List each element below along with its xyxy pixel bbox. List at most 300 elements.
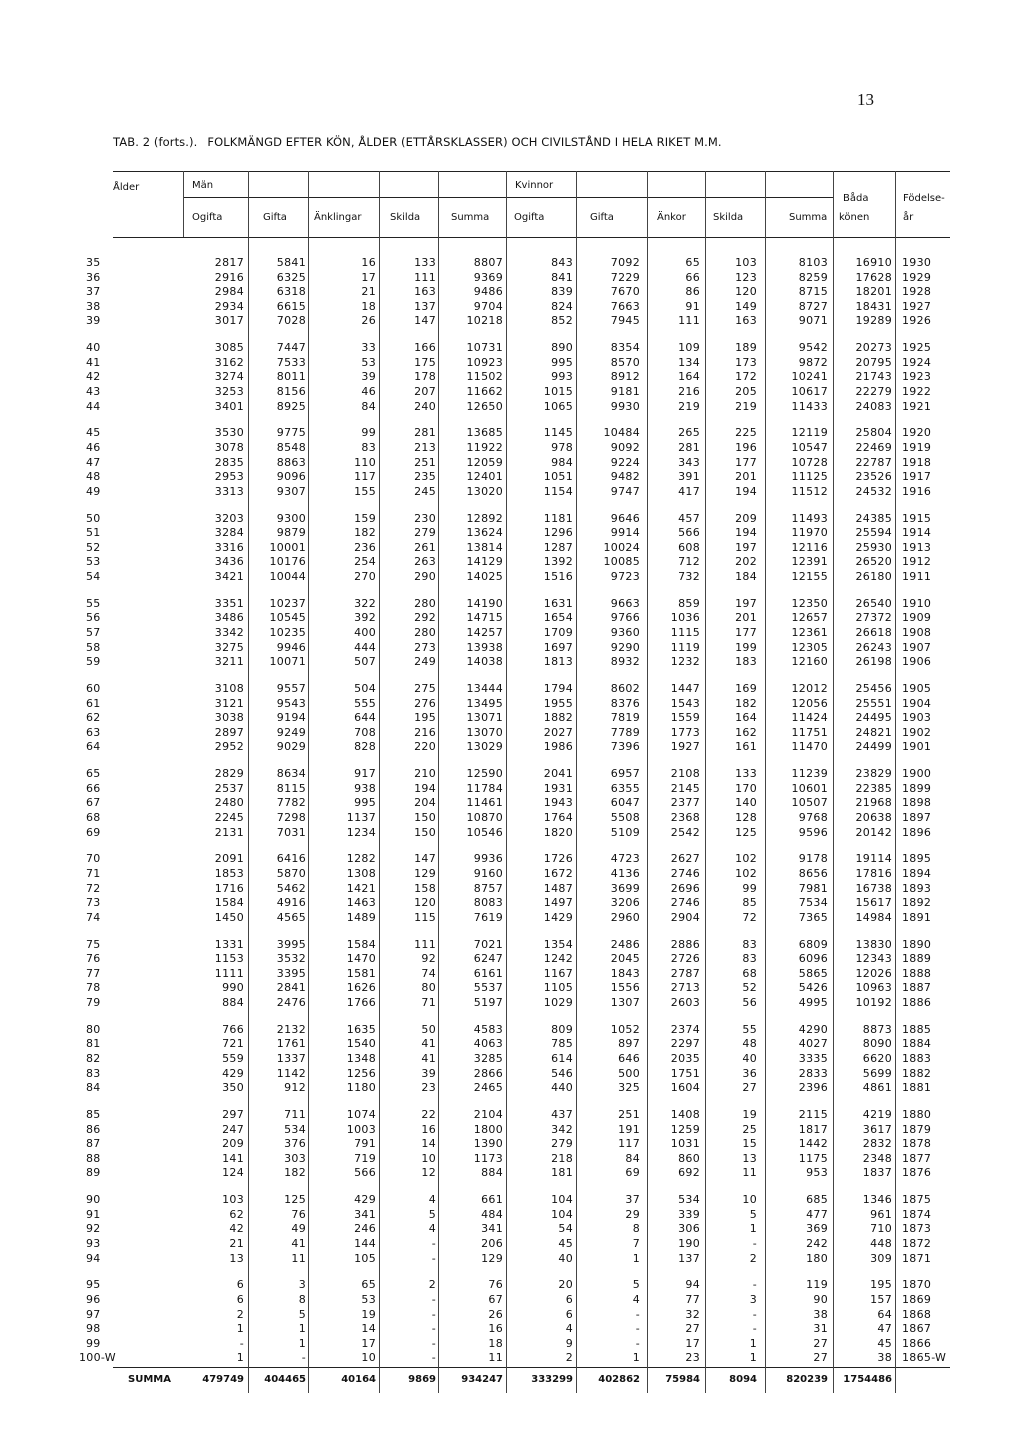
table-cell: 13830 bbox=[855, 937, 892, 951]
table-cell: 400 bbox=[354, 626, 376, 639]
birth-year-cell: 1911 bbox=[902, 570, 932, 583]
age-cell: 90 bbox=[86, 1193, 101, 1207]
table-cell: 3401 bbox=[214, 399, 244, 413]
table-cell: 322 bbox=[354, 596, 376, 610]
table-cell: 1672 bbox=[543, 867, 573, 880]
table-cell: 11751 bbox=[791, 725, 828, 739]
table-cell: 13624 bbox=[466, 526, 503, 540]
table-cell: 80 bbox=[421, 981, 436, 995]
table-cell: 1031 bbox=[670, 1137, 700, 1151]
table-cell: 27 bbox=[685, 1322, 700, 1336]
table-cell: 4027 bbox=[798, 1037, 828, 1051]
table-cell: 1581 bbox=[346, 966, 376, 980]
table-cell: 608 bbox=[678, 540, 700, 554]
age-cell: 38 bbox=[86, 299, 101, 313]
table-cell: 6 bbox=[236, 1278, 244, 1292]
table-cell: 4583 bbox=[473, 1022, 503, 1036]
table-cell: 240 bbox=[414, 399, 436, 413]
table-cell: 5508 bbox=[610, 811, 640, 824]
table-cell: 6615 bbox=[276, 299, 306, 313]
table-cell: 938 bbox=[354, 781, 376, 795]
table-cell: 6 bbox=[565, 1293, 573, 1306]
table-cell: 12026 bbox=[855, 966, 892, 980]
table-cell: 1843 bbox=[610, 966, 640, 980]
table-cell: 1392 bbox=[543, 555, 573, 569]
table-cell: 21743 bbox=[855, 370, 892, 384]
table-cell: 13071 bbox=[466, 711, 503, 725]
table-cell: 500 bbox=[618, 1066, 640, 1080]
table-cell: 7298 bbox=[276, 811, 306, 824]
table-cell: 2897 bbox=[214, 725, 244, 739]
table-cell: 9307 bbox=[276, 484, 306, 498]
birth-year-cell: 1891 bbox=[902, 910, 932, 924]
birth-year-cell: 1910 bbox=[902, 596, 932, 610]
age-cell: 68 bbox=[86, 811, 101, 824]
table-cell: 10085 bbox=[603, 555, 640, 569]
table-cell: 11424 bbox=[791, 711, 828, 725]
table-cell: 8570 bbox=[610, 355, 640, 369]
table-cell: 22469 bbox=[855, 441, 892, 454]
table-cell: 809 bbox=[551, 1022, 573, 1036]
table-cell: 843 bbox=[551, 256, 573, 269]
table-cell: 507 bbox=[354, 655, 376, 669]
birth-year-cell: 1907 bbox=[902, 640, 932, 654]
table-cell: 3421 bbox=[214, 570, 244, 583]
table-cell: 1442 bbox=[798, 1137, 828, 1151]
table-cell: 9646 bbox=[610, 511, 640, 525]
table-cell: 791 bbox=[354, 1137, 376, 1151]
table-cell: 8757 bbox=[473, 881, 503, 895]
table-cell: 2104 bbox=[473, 1108, 503, 1121]
table-cell: 1175 bbox=[798, 1151, 828, 1165]
table-cell: 429 bbox=[222, 1066, 244, 1080]
table-cell: 437 bbox=[551, 1108, 573, 1121]
table-cell: 4995 bbox=[798, 996, 828, 1009]
table-cell: 25930 bbox=[855, 540, 892, 554]
table-cell: 3351 bbox=[214, 596, 244, 610]
table-cell: 12401 bbox=[466, 470, 503, 484]
table-cell: 2904 bbox=[670, 910, 700, 924]
table-cell: 6416 bbox=[276, 852, 306, 866]
table-cell: 10484 bbox=[603, 426, 640, 440]
table-cell: 1837 bbox=[862, 1166, 892, 1180]
table-cell: 2 bbox=[428, 1278, 436, 1292]
table-cell: 41 bbox=[421, 1037, 436, 1051]
age-cell: 66 bbox=[86, 781, 101, 795]
table-cell: 109 bbox=[678, 341, 700, 355]
table-cell: 197 bbox=[735, 596, 757, 610]
table-cell: 1820 bbox=[543, 825, 573, 839]
table-cell: 99 bbox=[361, 426, 376, 440]
table-cell: 3 bbox=[298, 1278, 306, 1292]
table-cell: 1051 bbox=[543, 470, 573, 484]
table-cell: 2817 bbox=[214, 256, 244, 269]
age-header: Ålder bbox=[113, 182, 140, 193]
age-cell: 70 bbox=[86, 852, 101, 866]
table-cell: 1447 bbox=[670, 682, 700, 695]
table-cell: 711 bbox=[284, 1108, 306, 1121]
table-cell: 12590 bbox=[466, 767, 503, 781]
table-cell: 13495 bbox=[466, 696, 503, 710]
table-cell: 290 bbox=[414, 570, 436, 583]
table-cell: 20273 bbox=[855, 341, 892, 355]
summa-cell: 1754486 bbox=[843, 1374, 892, 1385]
table-cell: 1986 bbox=[543, 740, 573, 754]
table-cell: 13020 bbox=[466, 484, 503, 498]
table-cell: 7619 bbox=[473, 910, 503, 924]
table-cell: 325 bbox=[618, 1081, 640, 1095]
table-cell: 83 bbox=[742, 952, 757, 966]
table-cell: 646 bbox=[618, 1052, 640, 1065]
table-cell: - bbox=[431, 1293, 436, 1306]
age-cell: 58 bbox=[86, 640, 101, 654]
table-cell: 83 bbox=[361, 441, 376, 454]
table-cell: 2245 bbox=[214, 811, 244, 824]
table-cell: 10507 bbox=[791, 796, 828, 810]
table-cell: 10235 bbox=[269, 626, 306, 639]
table-cell: 67 bbox=[488, 1293, 503, 1306]
table-cell: 1232 bbox=[670, 655, 700, 669]
age-cell: 72 bbox=[86, 881, 101, 895]
table-cell: 11512 bbox=[791, 484, 828, 498]
table-cell: 12059 bbox=[466, 455, 503, 469]
table-cell: 1584 bbox=[214, 896, 244, 910]
age-cell: 64 bbox=[86, 740, 101, 754]
table-cell: 21 bbox=[361, 285, 376, 299]
table-cell: 218 bbox=[551, 1151, 573, 1165]
table-cell: 429 bbox=[354, 1193, 376, 1207]
age-cell: 100-W bbox=[79, 1351, 116, 1365]
table-cell: 27 bbox=[813, 1351, 828, 1365]
table-cell: 11 bbox=[488, 1351, 503, 1365]
table-cell: 1296 bbox=[543, 526, 573, 540]
table-cell: 181 bbox=[551, 1166, 573, 1180]
age-cell: 69 bbox=[86, 825, 101, 839]
table-cell: 342 bbox=[551, 1122, 573, 1136]
table-cell: - bbox=[635, 1307, 640, 1321]
man-col-header: Gifta bbox=[263, 212, 287, 223]
table-cell: 6355 bbox=[610, 781, 640, 795]
table-cell: 19 bbox=[361, 1307, 376, 1321]
birth-year-cell: 1875 bbox=[902, 1193, 932, 1207]
table-cell: 644 bbox=[354, 711, 376, 725]
age-cell: 97 bbox=[86, 1307, 101, 1321]
birth-year-cell: 1869 bbox=[902, 1293, 932, 1306]
table-cell: 41 bbox=[421, 1052, 436, 1065]
table-cell: 12305 bbox=[791, 640, 828, 654]
table-cell: 990 bbox=[222, 981, 244, 995]
table-cell: 5197 bbox=[473, 996, 503, 1009]
birth-year-cell: 1928 bbox=[902, 285, 932, 299]
table-cell: 53 bbox=[361, 1293, 376, 1306]
age-cell: 78 bbox=[86, 981, 101, 995]
table-cell: 104 bbox=[551, 1207, 573, 1221]
table-cell: 1153 bbox=[214, 952, 244, 966]
table-cell: 3342 bbox=[214, 626, 244, 639]
table-cell: 2696 bbox=[670, 881, 700, 895]
table-cell: 9543 bbox=[276, 696, 306, 710]
table-cell: 103 bbox=[222, 1193, 244, 1207]
table-cell: 841 bbox=[551, 270, 573, 284]
table-cell: 11470 bbox=[791, 740, 828, 754]
table-cell: 99 bbox=[742, 881, 757, 895]
table-cell: 201 bbox=[735, 470, 757, 484]
table-cell: 995 bbox=[354, 796, 376, 810]
table-cell: 13938 bbox=[466, 640, 503, 654]
table-cell: 1635 bbox=[346, 1022, 376, 1036]
table-cell: 17816 bbox=[855, 867, 892, 880]
table-cell: 199 bbox=[735, 640, 757, 654]
table-cell: 22385 bbox=[855, 781, 892, 795]
table-cell: 236 bbox=[354, 540, 376, 554]
table-cell: 263 bbox=[414, 555, 436, 569]
table-cell: 8011 bbox=[276, 370, 306, 384]
age-cell: 71 bbox=[86, 867, 101, 880]
table-cell: 195 bbox=[414, 711, 436, 725]
table-cell: 13 bbox=[742, 1151, 757, 1165]
table-cell: 281 bbox=[678, 441, 700, 454]
table-cell: 343 bbox=[678, 455, 700, 469]
table-cell: 117 bbox=[354, 470, 376, 484]
table-cell: 9557 bbox=[276, 682, 306, 695]
table-cell: 7533 bbox=[276, 355, 306, 369]
table-cell: 8090 bbox=[862, 1037, 892, 1051]
table-cell: 26618 bbox=[855, 626, 892, 639]
table-cell: 26520 bbox=[855, 555, 892, 569]
table-cell: 18 bbox=[361, 299, 376, 313]
birth-year-cell: 1884 bbox=[902, 1037, 932, 1051]
table-cell: 3699 bbox=[610, 881, 640, 895]
table-cell: 210 bbox=[414, 767, 436, 781]
table-cell: 111 bbox=[678, 314, 700, 328]
table-cell: 1463 bbox=[346, 896, 376, 910]
table-cell: 163 bbox=[735, 314, 757, 328]
table-cell: 1853 bbox=[214, 867, 244, 880]
table-cell: - bbox=[752, 1278, 757, 1292]
table-cell: 23 bbox=[685, 1351, 700, 1365]
table-cell: 245 bbox=[414, 484, 436, 498]
birth-year-cell: 1918 bbox=[902, 455, 932, 469]
table-cell: 2 bbox=[236, 1307, 244, 1321]
age-cell: 84 bbox=[86, 1081, 101, 1095]
table-cell: - bbox=[635, 1322, 640, 1336]
table-cell: 2132 bbox=[276, 1022, 306, 1036]
table-cell: 9723 bbox=[610, 570, 640, 583]
table-cell: 166 bbox=[414, 341, 436, 355]
summa-label: SUMMA bbox=[128, 1374, 171, 1385]
table-cell: 13070 bbox=[466, 725, 503, 739]
table-cell: 1145 bbox=[543, 426, 573, 440]
table-cell: 4723 bbox=[610, 852, 640, 866]
table-cell: 1181 bbox=[543, 511, 573, 525]
table-cell: 1408 bbox=[670, 1108, 700, 1121]
table-cell: 202 bbox=[735, 555, 757, 569]
table-cell: 276 bbox=[414, 696, 436, 710]
table-cell: 3275 bbox=[214, 640, 244, 654]
table-cell: 2 bbox=[565, 1351, 573, 1365]
birth-year-cell: 1893 bbox=[902, 881, 932, 895]
table-cell: 119 bbox=[806, 1278, 828, 1292]
table-cell: 1556 bbox=[610, 981, 640, 995]
age-cell: 87 bbox=[86, 1137, 101, 1151]
table-cell: 177 bbox=[735, 455, 757, 469]
table-cell: 22 bbox=[421, 1108, 436, 1121]
table-cell: 85 bbox=[742, 896, 757, 910]
table-cell: 3078 bbox=[214, 441, 244, 454]
age-cell: 80 bbox=[86, 1022, 101, 1036]
table-cell: 16 bbox=[361, 256, 376, 269]
table-cell: 140 bbox=[735, 796, 757, 810]
table-cell: 10731 bbox=[466, 341, 503, 355]
table-cell: 5 bbox=[428, 1207, 436, 1221]
table-cell: 309 bbox=[870, 1251, 892, 1265]
table-cell: 197 bbox=[735, 540, 757, 554]
table-cell: - bbox=[431, 1351, 436, 1365]
table-cell: 8932 bbox=[610, 655, 640, 669]
age-cell: 99 bbox=[86, 1336, 101, 1350]
table-cell: 8156 bbox=[276, 385, 306, 398]
table-cell: 6096 bbox=[798, 952, 828, 966]
table-cell: 83 bbox=[742, 937, 757, 951]
table-cell: 3162 bbox=[214, 355, 244, 369]
table-cell: 1256 bbox=[346, 1066, 376, 1080]
birth-year-cell: 1898 bbox=[902, 796, 932, 810]
table-cell: - bbox=[301, 1351, 306, 1365]
table-cell: 209 bbox=[222, 1137, 244, 1151]
table-cell: 183 bbox=[735, 655, 757, 669]
table-cell: 105 bbox=[354, 1251, 376, 1265]
table-cell: 7981 bbox=[798, 881, 828, 895]
birth-year-cell: 1878 bbox=[902, 1137, 932, 1151]
table-cell: 10870 bbox=[466, 811, 503, 824]
table-cell: 4 bbox=[428, 1193, 436, 1207]
table-cell: 32 bbox=[685, 1307, 700, 1321]
summa-cell: 934247 bbox=[461, 1374, 503, 1385]
table-cell: 2115 bbox=[798, 1108, 828, 1121]
birth-year-cell: 1906 bbox=[902, 655, 932, 669]
table-cell: 984 bbox=[551, 455, 573, 469]
age-cell: 95 bbox=[86, 1278, 101, 1292]
table-cell: 884 bbox=[222, 996, 244, 1009]
birth-year-cell: 1881 bbox=[902, 1081, 932, 1095]
table-cell: 8 bbox=[632, 1222, 640, 1236]
table-cell: 566 bbox=[354, 1166, 376, 1180]
table-cell: 74 bbox=[421, 966, 436, 980]
table-cell: 72 bbox=[742, 910, 757, 924]
table-cell: 1029 bbox=[543, 996, 573, 1009]
table-cell: 207 bbox=[414, 385, 436, 398]
table-cell: 732 bbox=[678, 570, 700, 583]
table-cell: 47 bbox=[877, 1322, 892, 1336]
table-cell: 6047 bbox=[610, 796, 640, 810]
table-cell: 8602 bbox=[610, 682, 640, 695]
table-cell: 213 bbox=[414, 441, 436, 454]
age-cell: 52 bbox=[86, 540, 101, 554]
table-cell: 1137 bbox=[346, 811, 376, 824]
table-cell: 8807 bbox=[473, 256, 503, 269]
table-cell: 2131 bbox=[214, 825, 244, 839]
table-cell: 20142 bbox=[855, 825, 892, 839]
table-cell: 10 bbox=[361, 1351, 376, 1365]
table-cell: 12116 bbox=[791, 540, 828, 554]
table-cell: 21968 bbox=[855, 796, 892, 810]
table-cell: 38 bbox=[813, 1307, 828, 1321]
table-cell: 2 bbox=[749, 1251, 757, 1265]
age-cell: 86 bbox=[86, 1122, 101, 1136]
table-cell: 11 bbox=[291, 1251, 306, 1265]
age-cell: 56 bbox=[86, 611, 101, 625]
table-cell: 10218 bbox=[466, 314, 503, 328]
table-cell: 11 bbox=[742, 1166, 757, 1180]
table-cell: 270 bbox=[354, 570, 376, 583]
table-cell: 158 bbox=[414, 881, 436, 895]
table-cell: 33 bbox=[361, 341, 376, 355]
summa-cell: 9869 bbox=[408, 1374, 436, 1385]
table-cell: 11784 bbox=[466, 781, 503, 795]
table-cell: 2746 bbox=[670, 867, 700, 880]
table-cell: 3313 bbox=[214, 484, 244, 498]
table-cell: 205 bbox=[735, 385, 757, 398]
table-cell: 339 bbox=[678, 1207, 700, 1221]
table-cell: 1 bbox=[236, 1322, 244, 1336]
table-cell: 1516 bbox=[543, 570, 573, 583]
birth-year-cell: 1867 bbox=[902, 1322, 932, 1336]
header-bottom-rule bbox=[113, 237, 950, 238]
table-cell: 94 bbox=[685, 1278, 700, 1292]
table-cell: 3995 bbox=[276, 937, 306, 951]
table-cell: 20638 bbox=[855, 811, 892, 824]
table-cell: 280 bbox=[414, 626, 436, 639]
table-cell: 1943 bbox=[543, 796, 573, 810]
age-cell: 63 bbox=[86, 725, 101, 739]
table-cell: 7031 bbox=[276, 825, 306, 839]
table-cell: 3316 bbox=[214, 540, 244, 554]
table-cell: 6809 bbox=[798, 937, 828, 951]
table-cell: 90 bbox=[813, 1293, 828, 1306]
table-cell: 457 bbox=[678, 511, 700, 525]
age-cell: 67 bbox=[86, 796, 101, 810]
age-cell: 50 bbox=[86, 511, 101, 525]
table-cell: 18 bbox=[488, 1336, 503, 1350]
table-cell: 11125 bbox=[791, 470, 828, 484]
table-cell: 191 bbox=[618, 1122, 640, 1136]
table-cell: 1 bbox=[298, 1336, 306, 1350]
table-cell: 11433 bbox=[791, 399, 828, 413]
table-cell: 5537 bbox=[473, 981, 503, 995]
table-cell: 785 bbox=[551, 1037, 573, 1051]
table-cell: 11922 bbox=[466, 441, 503, 454]
table-cell: 24083 bbox=[855, 399, 892, 413]
birth-year-cell: 1904 bbox=[902, 696, 932, 710]
table-cell: 2960 bbox=[610, 910, 640, 924]
table-cell: 8115 bbox=[276, 781, 306, 795]
table-cell: 1487 bbox=[543, 881, 573, 895]
age-cell: 85 bbox=[86, 1108, 101, 1121]
table-cell: 614 bbox=[551, 1052, 573, 1065]
table-cell: 890 bbox=[551, 341, 573, 355]
birth-year-cell: 1921 bbox=[902, 399, 932, 413]
table-cell: 279 bbox=[551, 1137, 573, 1151]
birth-year-cell: 1872 bbox=[902, 1237, 932, 1250]
table-cell: 391 bbox=[678, 470, 700, 484]
table-cell: 251 bbox=[618, 1108, 640, 1121]
table-cell: 1242 bbox=[543, 952, 573, 966]
table-cell: 24532 bbox=[855, 484, 892, 498]
table-cell: 3284 bbox=[214, 526, 244, 540]
table-cell: 504 bbox=[354, 682, 376, 695]
table-cell: 137 bbox=[414, 299, 436, 313]
table-cell: 559 bbox=[222, 1052, 244, 1065]
